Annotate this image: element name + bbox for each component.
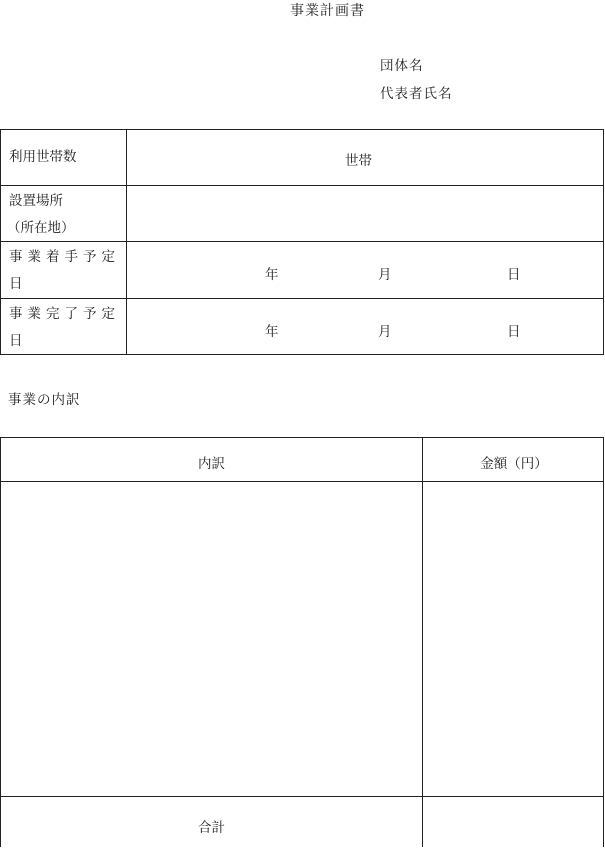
households-value-cell[interactable] bbox=[127, 130, 603, 185]
end-date-row bbox=[1, 299, 603, 355]
plan-table bbox=[0, 129, 604, 355]
end-day-unit: 日 bbox=[507, 324, 521, 340]
item-column-header: 内訳 bbox=[198, 456, 225, 472]
end-year-unit: 年 bbox=[265, 324, 279, 340]
start-date-label-line1: 事業着手予定 bbox=[9, 249, 120, 265]
representative-label: 代表者氏名 bbox=[380, 86, 453, 102]
location-row bbox=[1, 186, 603, 242]
end-month-unit: 月 bbox=[378, 324, 392, 340]
households-label-text: 利用世帯数 bbox=[9, 149, 77, 165]
location-label bbox=[1, 186, 127, 241]
end-date-value-cell[interactable] bbox=[127, 299, 603, 355]
amount-body-cell[interactable] bbox=[423, 482, 603, 796]
start-date-value-cell[interactable] bbox=[127, 242, 603, 298]
total-amount-cell[interactable] bbox=[423, 797, 603, 848]
end-date-label bbox=[1, 299, 127, 355]
breakdown-section-label: 事業の内訳 bbox=[8, 392, 81, 408]
document-title: 事業計画書 bbox=[290, 3, 365, 19]
households-row bbox=[1, 130, 603, 186]
location-label-line2: （所在地） bbox=[7, 220, 75, 236]
breakdown-table bbox=[0, 437, 604, 847]
location-label-line1: 設置場所 bbox=[9, 193, 63, 209]
start-month-unit: 月 bbox=[378, 267, 392, 283]
end-date-label-line1: 事業完了予定 bbox=[9, 306, 120, 322]
households-label bbox=[1, 130, 127, 185]
end-date-label-line2: 日 bbox=[9, 333, 28, 349]
start-year-unit: 年 bbox=[265, 267, 279, 283]
start-day-unit: 日 bbox=[507, 267, 521, 283]
applicant-block bbox=[380, 52, 453, 108]
item-body-cell[interactable] bbox=[1, 482, 422, 796]
start-date-label-line2: 日 bbox=[9, 276, 28, 292]
org-name-label: 団体名 bbox=[380, 58, 424, 74]
amount-column-header: 金額（円） bbox=[480, 456, 548, 472]
households-unit: 世帯 bbox=[345, 153, 372, 169]
start-date-row bbox=[1, 242, 603, 299]
location-value-cell[interactable] bbox=[127, 186, 603, 241]
start-date-label bbox=[1, 242, 127, 298]
total-label: 合計 bbox=[198, 820, 225, 836]
